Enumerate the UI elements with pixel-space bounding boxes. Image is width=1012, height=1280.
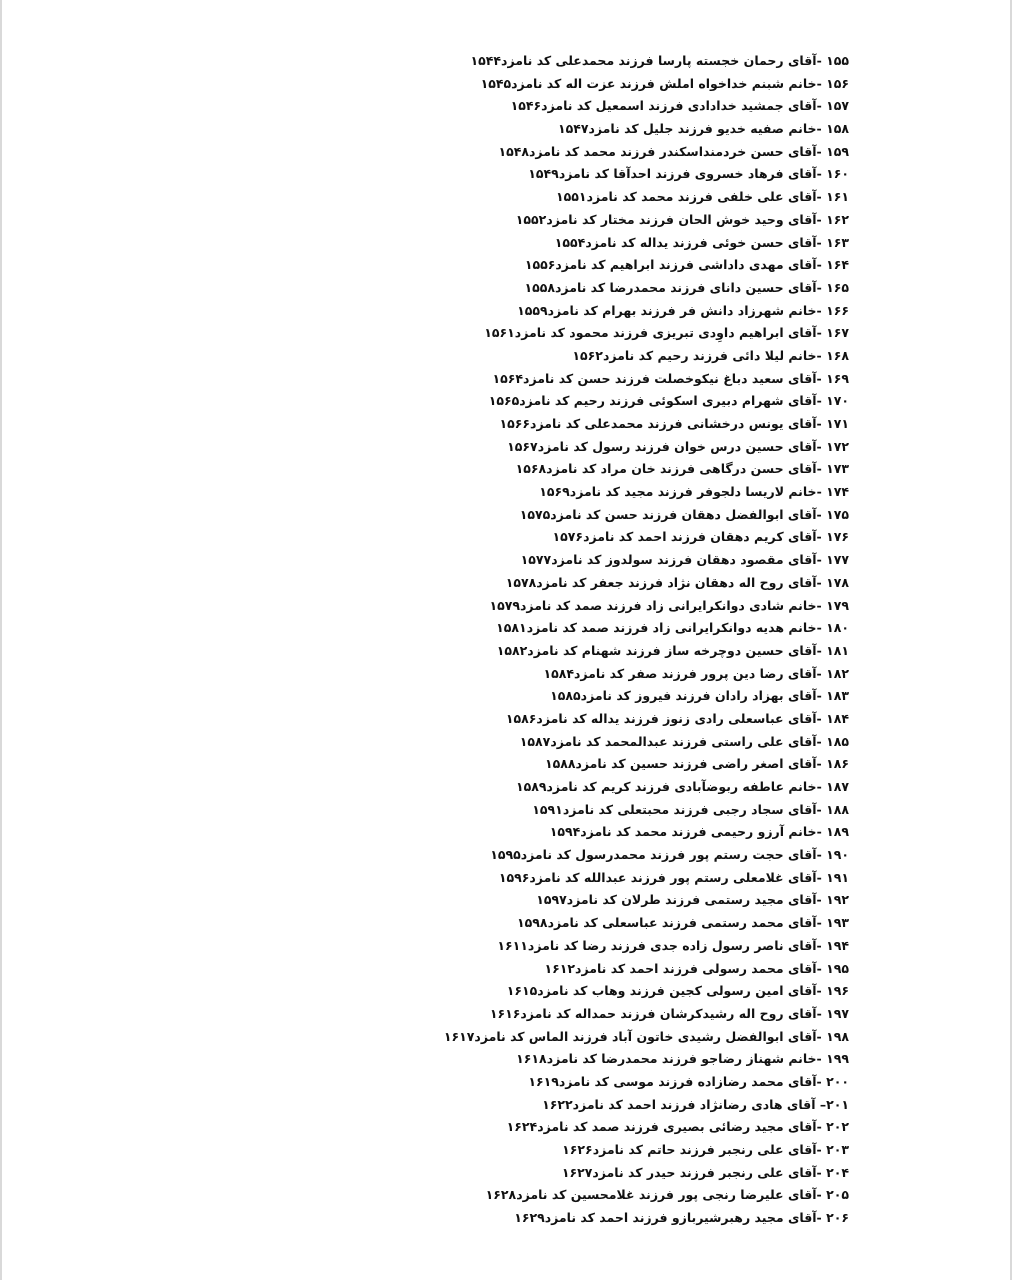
candidate-entry: ۱۸۵ -آقای علی راستی فرزند عبدالمحمد کد نامزد۱۵۸۷	[519, 733, 849, 749]
candidate-entry: ۱۶۳ -آقای حسن خوئی فرزند یداله کد نامزد۱۵۵۴	[554, 234, 849, 250]
candidate-entry: ۱۷۸ -آقای روح اله دهقان نژاد فرزند جعفر کد نامزد۱۵۷۸	[505, 574, 849, 590]
candidate-entry: ۱۶۴ -آقای مهدی داداشی فرزند ابراهیم کد نامزد۱۵۵۶	[524, 257, 849, 273]
candidate-entry: ۱۹۰ -آقای حجت رستم پور فرزند محمدرسول کد نامزد۱۵۹۵	[490, 847, 849, 863]
candidate-entry: ۱۶۸ -خانم لیلا دائی فرزند رحیم کد نامزد۱۵۶۲	[572, 347, 849, 363]
candidate-entry: ۱۵۵ -آقای رحمان خجسته پارسا فرزند محمدعلی کد نامزد۱۵۴۴	[470, 53, 849, 68]
candidate-entry: ۱۸۰ -خانم هدیه دوانکرایرانی زاد فرزند صمد کد نامزد۱۵۸۱	[496, 620, 849, 636]
candidate-entry: ۲۰۶ -آقای مجید رهبرشیربازو فرزند احمد کد نامزد۱۶۲۹	[514, 1210, 849, 1226]
candidate-entry: ۱۶۷ -آقای ابراهیم داوِدی تبریزی فرزند محمود کد نامزد۱۵۶۱	[484, 325, 849, 341]
candidate-entry: ۱۷۴ -خانم لاریسا دلجوفر فرزند مجید کد نامزد۱۵۶۹	[539, 484, 849, 500]
candidate-entry: ۲۰۱– آقای هادی رضانژاد فرزند احمد کد نامزد۱۶۲۲	[542, 1096, 849, 1112]
candidate-entry: ۱۸۹ -خانم آرزو رحیمی فرزند محمد کد نامزد۱۵۹۴	[549, 824, 849, 840]
candidate-entry: ۱۸۳ -آقای بهزاد رادان فرزند فیروز کد نامزد۱۵۸۵	[550, 688, 849, 704]
candidate-entry: ۲۰۲ -آقای مجید رضائی بصیری فرزند صمد کد نامزد۱۶۲۴	[506, 1119, 849, 1135]
candidate-entry: ۲۰۴ -آقای علی رنجبر فرزند حیدر کد نامزد۱۶۲۷	[561, 1164, 849, 1180]
candidate-entry: ۱۷۹ -خانم شادی دوانکرایرانی زاد فرزند صمد کد نامزد۱۵۷۹	[489, 597, 849, 613]
candidate-entry: ۱۶۵ -آقای حسین دانای فرزند محمدرضا کد نامزد۱۵۵۸	[524, 279, 849, 295]
candidate-entry: ۱۹۱ -آقای غلامعلی رستم پور فرزند عبدالله کد نامزد۱۵۹۶	[498, 869, 849, 885]
candidate-entry: ۱۷۰ -آقای شهرام دبیری اسکوئی فرزند رحیم کد نامزد۱۵۶۵	[488, 393, 849, 409]
candidate-entry: ۱۷۷ -آقای مقصود دهقان فرزند سولدوز کد نامزد۱۵۷۷	[520, 552, 849, 568]
candidate-entry: ۱۹۷ -آقای روح اله رشیدکرشان فرزند حمداله کد نامزد۱۶۱۶	[489, 1005, 849, 1021]
candidate-entry: ۱۸۷ -خانم عاطفه ربوضآبادی فرزند کریم کد نامزد۱۵۸۹	[515, 779, 849, 794]
candidate-entry: ۱۸۸ -آقای سجاد رجبی فرزند محبتعلی کد نامزد۱۵۹۱	[532, 801, 849, 817]
candidate-entry: ۲۰۵ -آقای علیرضا رنجی پور فرزند غلامحسین کد نامزد۱۶۲۸	[485, 1187, 849, 1203]
candidate-entry: ۱۶۱ -آقای علی خلفی فرزند محمد کد نامزد۱۵۵۱	[556, 189, 849, 205]
candidate-entry: ۱۹۵ -آقای محمد رسولی فرزند احمد کد نامزد۱۶۱۲	[544, 960, 849, 976]
candidate-list	[149, 50, 849, 1230]
candidate-entry: ۱۵۹ -آقای حسن خردمنداسکندر فرزند محمد کد نامزد۱۵۴۸	[498, 143, 849, 159]
candidate-entry: ۱۶۹ -آقای سعید دباغ نیکوخصلت فرزند حسن کد نامزد۱۵۶۴	[492, 370, 849, 386]
candidate-entry: ۱۸۴ -آقای عباسعلی رادی زنوز فرزند یداله کد نامزد۱۵۸۶	[505, 710, 849, 726]
candidate-entry: ۱۵۸ -خانم صفیه خدیو فرزند جلیل کد نامزد۱۵۴۷	[557, 121, 849, 137]
candidate-entry: ۱۷۲ -آقای حسین درس خوان فرزند رسول کد نامزد۱۵۶۷	[507, 438, 849, 454]
candidate-entry: ۱۶۶ -خانم شهرزاد دانش فر فرزند بهرام کد نامزد۱۵۵۹	[517, 302, 849, 318]
candidate-entry: ۱۷۵ -آقای ابوالفضل دهقان فرزند حسن کد نامزد۱۵۷۵	[519, 506, 849, 522]
candidate-entry: ۱۷۳ -آقای حسن درگاهی فرزند خان مراد کد نامزد۱۵۶۸	[515, 461, 849, 477]
candidate-entry: ۱۹۹ -خانم شهناز رضاجو فرزند محمدرضا کد نامزد۱۶۱۸	[516, 1051, 849, 1067]
candidate-entry: ۱۸۶ -آقای اصغر راضی فرزند حسین کد نامزد۱۵۸۸	[544, 756, 849, 772]
left-page-edge	[0, 0, 2, 1280]
candidate-entry: ۱۶۰ -آقای فرهاد خسروی فرزند احدآقا کد نامزد۱۵۴۹	[528, 166, 849, 182]
candidate-entry: ۱۸۲ -آقای رضا دین پرور فرزند صفر کد نامزد۱۵۸۴	[543, 665, 849, 681]
candidate-entry: ۱۷۶ -آقای کریم دهقان فرزند احمد کد نامزد۱۵۷۶	[552, 529, 849, 545]
candidate-entry: ۱۹۲ -آقای مجید رستمی فرزند طرلان کد نامزد۱۵۹۷	[536, 892, 849, 908]
candidate-entry: ۱۷۱ -آقای یونس درخشانی فرزند محمدعلی کد نامزد۱۵۶۶	[499, 416, 849, 431]
candidate-entry: ۲۰۳ -آقای علی رنجبر فرزند حاتم کد نامزد۱۶۲۶	[562, 1142, 849, 1157]
candidate-entry: ۱۸۱ -آقای حسین دوچرخه ساز فرزند شهنام کد نامزد۱۵۸۲	[496, 642, 849, 658]
candidate-entry: ۱۹۶ -آقای امین رسولی کجین فرزند وهاب کد نامزد۱۶۱۵	[506, 983, 849, 999]
candidate-entry: ۱۹۸ -آقای ابوالفضل رشیدی خاتون آباد فرزند الماس کد نامزد۱۶۱۷	[443, 1028, 849, 1044]
candidate-entry: ۲۰۰ -آقای محمد رضازاده فرزند موسی کد نامزد۱۶۱۹	[528, 1073, 849, 1089]
candidate-entry: ۱۶۲ -آقای وحید خوش الحان فرزند مختار کد نامزد۱۵۵۲	[515, 211, 849, 227]
candidate-entry: ۱۵۶ -خانم شبنم خداخواه املش فرزند عزت اله کد نامزد۱۵۴۵	[480, 75, 849, 91]
candidate-entry: ۱۹۳ -آقای محمد رستمی فرزند عباسعلی کد نامزد۱۵۹۸	[517, 915, 849, 931]
candidate-entry: ۱۵۷ -آقای جمشید خدادادی فرزند اسمعیل کد نامزد۱۵۴۶	[510, 98, 849, 114]
candidate-entry: ۱۹۴ -آقای ناصر رسول زاده جدی فرزند رضا کد نامزد۱۶۱۱	[497, 937, 849, 953]
